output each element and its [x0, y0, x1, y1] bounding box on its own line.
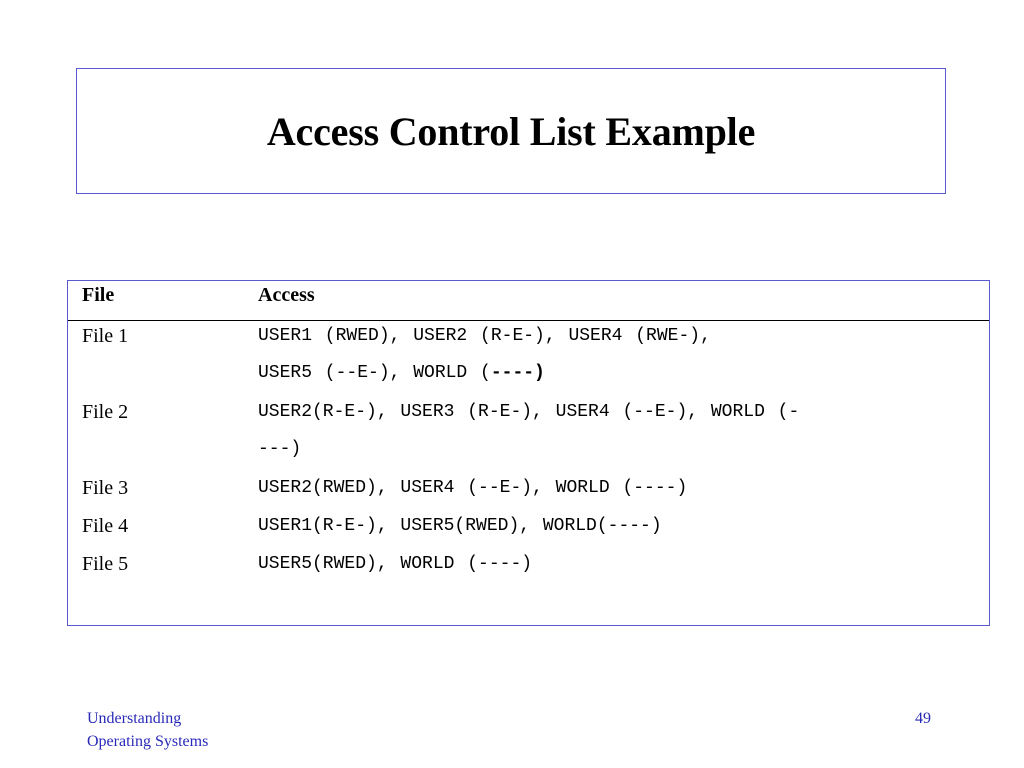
access-line: USER5 (--E-), WORLD ( — [258, 363, 491, 383]
footer-course-line: Understanding — [87, 710, 182, 727]
footer-course-title — [87, 707, 208, 753]
acl-table — [67, 280, 990, 626]
access-line: ---) — [258, 439, 302, 459]
file-name: File 5 — [82, 553, 129, 575]
header-access: Access — [258, 284, 315, 306]
file-name: File 1 — [82, 325, 129, 347]
access-list — [258, 546, 978, 583]
access-line: USER1(R-E-), USER5(RWED), WORLD(----) — [258, 516, 662, 536]
access-list — [258, 508, 978, 545]
access-line: USER1 (RWED), USER2 (R-E-), USER4 (RWE-), — [258, 326, 711, 346]
access-list — [258, 318, 978, 392]
table-header-row — [68, 281, 989, 321]
title-box — [76, 68, 946, 194]
header-file: File — [82, 284, 115, 306]
file-name: File 4 — [82, 515, 129, 537]
access-line: USER5(RWED), WORLD (----) — [258, 554, 533, 574]
access-list — [258, 394, 978, 468]
file-name: File 2 — [82, 401, 129, 423]
access-line: USER2(RWED), USER4 (--E-), WORLD (----) — [258, 478, 688, 498]
page-number: 49 — [915, 710, 931, 727]
slide-title: Access Control List Example — [266, 108, 756, 154]
file-name: File 3 — [82, 477, 129, 499]
access-line: USER2(R-E-), USER3 (R-E-), USER4 (--E-), WORLD (- — [258, 402, 800, 422]
footer-course-line: Operating Systems — [87, 733, 209, 750]
access-line-emphasis: ----) — [490, 363, 545, 383]
access-list — [258, 470, 978, 507]
